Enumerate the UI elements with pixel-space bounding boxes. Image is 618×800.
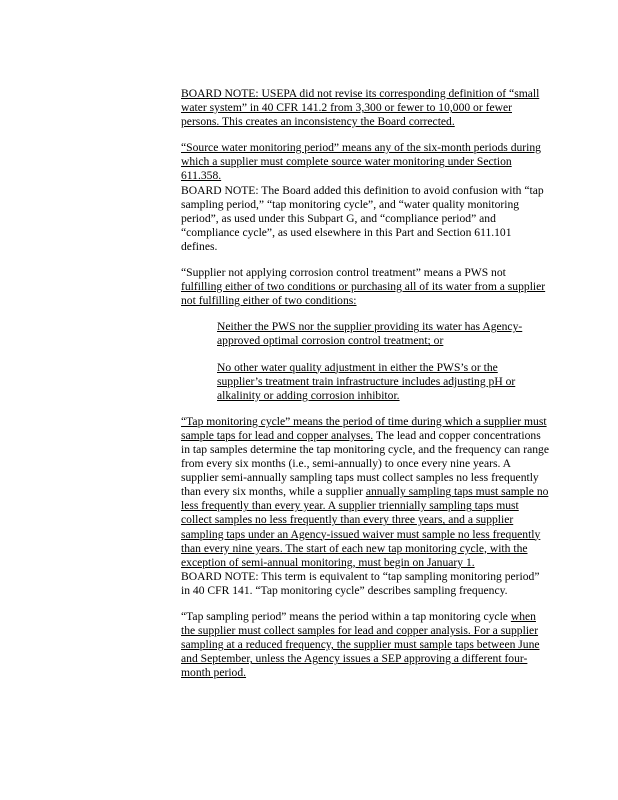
tap-cycle-underlined-2: annually sampling taps must sample no less frequently than every year. A supplier triennially sampling taps must collect samples no less frequently than every three years, and a supplier sampling taps under an Agency-issued waiver must sample no less frequently than every nine years. The start of each new tap monitoring cycle, with the exception of semi-annual monitoring, must begin on January 1. bbox=[181, 485, 549, 569]
definition-supplier-underlined: fulfilling either of two conditions or purchasing all of its water from a supplier not fulfilling either of two conditions: bbox=[181, 280, 546, 308]
condition-two: No other water quality adjustment in either the PWS’s or the supplier’s treatment train infrastructure includes adjusting pH or alkalinity or adding corrosion inhibitor. bbox=[217, 360, 516, 402]
definition-tap-monitoring-cycle bbox=[181, 415, 549, 570]
board-note-source-water: BOARD NOTE: The Board added this definition to avoid confusion with “tap sampling period,” “tap monitoring cycle”, and “water quality monitoring period”, as used under this Subpart G, and “compliance period” and “compliance cycle”, as used elsewhere in this Part and Section 611.101 defines. bbox=[181, 183, 544, 253]
tap-cycle-underlined-1: “Tap monitoring cycle” means the period of time during which a supplier must sample taps for lead and copper analyses. bbox=[181, 414, 547, 442]
tap-sampling-underlined: when the supplier must collect samples for lead and copper analysis. For a supplier sampling at a reduced frequency, the supplier must sample taps between June and September, unless the Agency issues a SEP approving a different four-month period. bbox=[181, 610, 540, 680]
board-note-small-water-system: BOARD NOTE: USEPA did not revise its corresponding definition of “small water system” in 40 CFR 141.2 from 3,300 or fewer to 10,000 or fewer persons. This creates an inconsistency the Board corrected. bbox=[181, 87, 540, 129]
tap-cycle-plain: The lead and copper concentrations in tap samples determine the tap monitoring cycle, and the frequency can range from every six months (i.e., semi-annually) to once every nine years. A supplier semi-annually sampling taps must collect samples no less frequently than every six months, while a supplier bbox=[181, 428, 549, 499]
document-page bbox=[181, 87, 549, 692]
tap-sampling-plain: “Tap sampling period” means the period within a tap monitoring cycle bbox=[181, 610, 511, 623]
definition-source-water-monitoring-period: “Source water monitoring period” means any of the six-month periods during which a supplier must complete source water monitoring under Section 611.358. bbox=[181, 141, 541, 183]
board-note-tap-monitoring-cycle: BOARD NOTE: This term is equivalent to “tap sampling monitoring period” in 40 CFR 141. “Tap monitoring cycle” describes sampling frequency. bbox=[181, 569, 540, 597]
condition-one: Neither the PWS nor the supplier providing its water has Agency-approved optimal corrosion control treatment; or bbox=[217, 320, 523, 348]
definition-supplier-plain: “Supplier not applying corrosion control treatment” means a PWS not bbox=[181, 266, 506, 280]
definition-tap-sampling-period bbox=[181, 610, 549, 680]
definition-supplier-not-applying-cct bbox=[181, 266, 549, 308]
